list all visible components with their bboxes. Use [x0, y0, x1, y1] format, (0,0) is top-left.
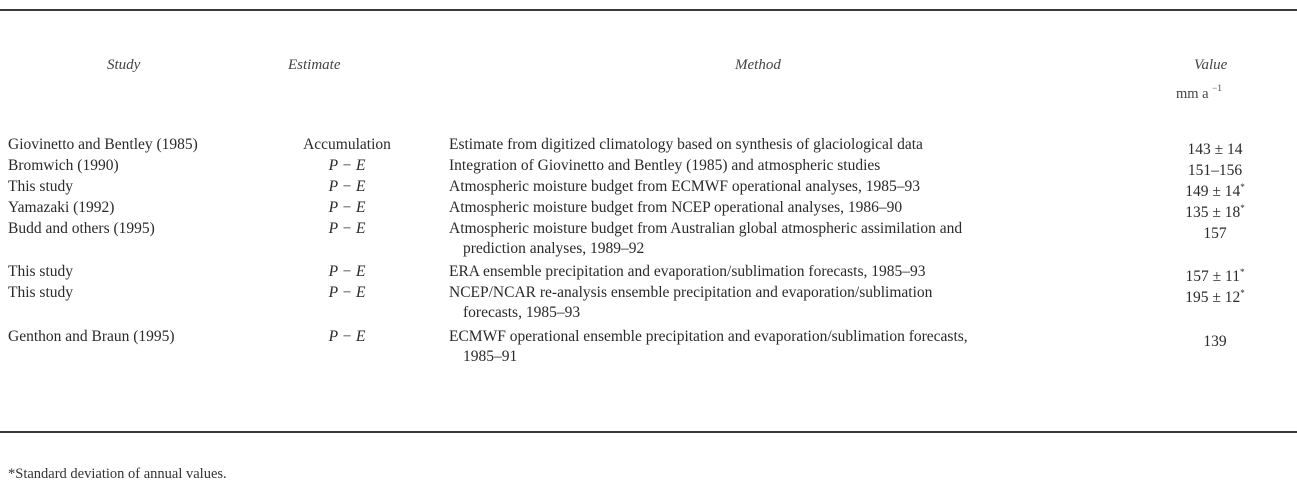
header-estimate: Estimate: [288, 57, 341, 73]
header-value: Value: [1194, 57, 1228, 73]
cell-study: Genthon and Braun (1995): [8, 328, 175, 345]
table-top-rule: [0, 9, 1297, 11]
cell-estimate: Accumulation: [303, 136, 391, 153]
cell-method: ECMWF operational ensemble precipitation and evaporation/sublimation forecasts, 1985–91: [449, 328, 968, 365]
header-unit: mm a $^{-1}$: [1176, 83, 1222, 102]
cell-study: This study: [8, 178, 74, 195]
cell-value: 157 ± 11*: [1185, 267, 1245, 285]
cell-method: ERA ensemble precipitation and evaporation/sublimation forecasts, 1985–93: [449, 263, 926, 280]
cell-value: 139: [1203, 333, 1227, 350]
cell-method: Atmospheric moisture budget from NCEP operational analyses, 1986–90: [449, 199, 903, 216]
cell-study: Budd and others (1995): [8, 220, 155, 237]
cell-value: 135 ± 18*: [1185, 203, 1245, 221]
cell-estimate: P − E: [328, 328, 366, 345]
header-study: Study: [107, 57, 141, 73]
cell-estimate: P − E: [328, 199, 366, 216]
cell-estimate: P − E: [328, 284, 366, 301]
cell-estimate: P − E: [328, 220, 366, 237]
cell-method: Atmospheric moisture budget from Australian global atmospheric assimilation and prediction analyses, 1989–92: [449, 220, 963, 257]
cell-value: 149 ± 14*: [1185, 182, 1245, 200]
cell-method: Integration of Giovinetto and Bentley (1985) and atmospheric studies: [449, 157, 881, 174]
header-method: Method: [735, 57, 781, 73]
cell-value: 143 ± 14: [1187, 141, 1243, 158]
table-footnote: *Standard deviation of annual values.: [8, 466, 227, 482]
cell-study: Yamazaki (1992): [8, 199, 115, 216]
cell-value: 195 ± 12*: [1185, 288, 1245, 306]
cell-study: Giovinetto and Bentley (1985): [8, 136, 198, 153]
cell-method: NCEP/NCAR re-analysis ensemble precipitation and evaporation/sublimation forecasts, 1985–93: [449, 284, 933, 321]
cell-study: Bromwich (1990): [8, 157, 119, 174]
table-bottom-rule: [0, 431, 1297, 433]
cell-estimate: P − E: [328, 178, 366, 195]
cell-study: This study: [8, 284, 74, 301]
cell-study: This study: [8, 263, 74, 280]
cell-value: 157: [1203, 225, 1227, 242]
cell-estimate: P − E: [328, 263, 366, 280]
cell-method: Atmospheric moisture budget from ECMWF operational analyses, 1985–93: [449, 178, 920, 195]
cell-estimate: P − E: [328, 157, 366, 174]
cell-method: Estimate from digitized climatology based on synthesis of glaciological data: [449, 136, 923, 153]
cell-value: 151–156: [1187, 162, 1243, 179]
